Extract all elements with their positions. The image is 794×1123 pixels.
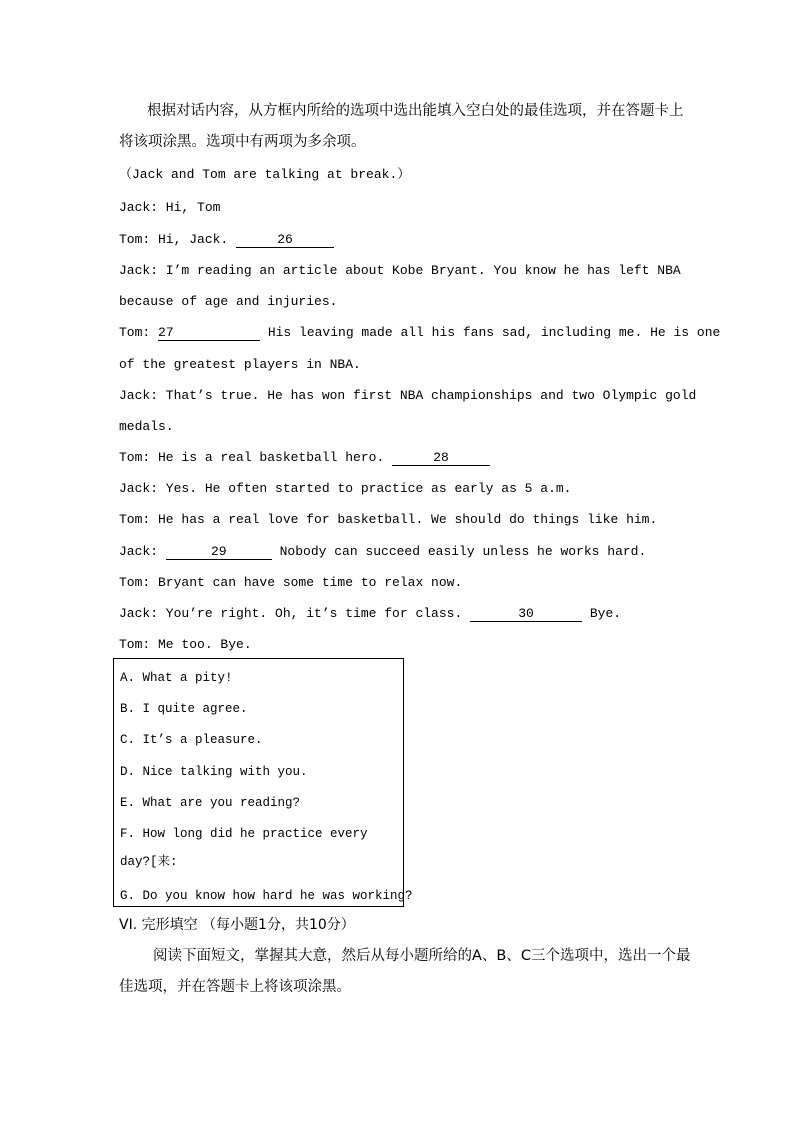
dialogue-line-11: [119, 606, 621, 622]
blank-30[interactable]: 30: [470, 607, 582, 622]
option-f-line-2[interactable]: day?[来:: [120, 855, 178, 869]
dialogue-line-9: [119, 544, 646, 560]
option-g[interactable]: G. Do you know how hard he was working?: [120, 889, 413, 903]
section-instructions-line-1: 阅读下面短文，掌握其大意，然后从每小题所给的A、B、C三个选项中，选出一个最: [153, 948, 691, 964]
dialogue-setting: （Jack and Tom are talking at break.）: [119, 167, 411, 182]
dialogue-line-2: [119, 232, 334, 248]
instructions-line-1: 根据对话内容，从方框内所给的选项中选出能填入空白处的最佳选项，并在答题卡上: [147, 103, 684, 119]
dialogue-line-3b: because of age and injuries.: [119, 294, 338, 309]
dialogue-line-11-post: Bye.: [582, 606, 622, 621]
dialogue-line-2-text: Tom: Hi, Jack.: [119, 232, 237, 247]
blank-29[interactable]: 29: [166, 545, 272, 560]
option-f-line-1[interactable]: F. How long did he practice every: [120, 827, 368, 841]
dialogue-line-11-pre: Jack: You’re right. Oh, it’s time for class.: [119, 606, 471, 621]
dialogue-line-12: Tom: Me too. Bye.: [119, 637, 252, 652]
dialogue-line-4b: of the greatest players in NBA.: [119, 357, 361, 372]
option-b[interactable]: B. I quite agree.: [120, 702, 248, 716]
blank-28[interactable]: 28: [392, 451, 490, 466]
section-instructions-line-2: 佳选项，并在答题卡上将该项涂黑。: [119, 979, 351, 995]
option-c[interactable]: C. It’s a pleasure.: [120, 733, 263, 747]
dialogue-line-7: Jack: Yes. He often started to practice as early as 5 a.m.: [119, 481, 572, 496]
section-heading: VI. 完形填空 （每小题1分，共10分）: [119, 917, 355, 933]
option-d[interactable]: D. Nice talking with you.: [120, 765, 308, 779]
dialogue-line-5b: medals.: [119, 419, 174, 434]
option-e[interactable]: E. What are you reading?: [120, 796, 301, 810]
dialogue-line-3a: Jack: I’m reading an article about Kobe Bryant. You know he has left NBA: [119, 263, 681, 278]
dialogue-line-4-post: His leaving made all his fans sad, including me. He is one: [260, 325, 721, 340]
dialogue-line-9-pre: Jack:: [119, 544, 166, 559]
option-a[interactable]: A. What a pity!: [120, 671, 233, 685]
dialogue-line-6: [119, 450, 490, 466]
dialogue-line-4-pre: Tom:: [119, 325, 159, 340]
instructions-line-2: 将该项涂黑。选项中有两项为多余项。: [119, 134, 366, 150]
options-box: [113, 658, 413, 907]
dialogue-line-8: Tom: He has a real love for basketball. We should do things like him.: [119, 512, 658, 527]
blank-26[interactable]: 26: [236, 233, 334, 248]
dialogue-line-10: Tom: Bryant can have some time to relax now.: [119, 575, 463, 590]
dialogue-line-1: Jack: Hi, Tom: [119, 200, 221, 215]
dialogue-line-6-text: Tom: He is a real basketball hero.: [119, 450, 393, 465]
dialogue-line-9-post: Nobody can succeed easily unless he works hard.: [271, 544, 647, 559]
blank-27[interactable]: 27: [158, 326, 260, 341]
dialogue-line-4: [119, 325, 721, 341]
dialogue-line-5a: Jack: That’s true. He has won first NBA championships and two Olympic gold: [119, 388, 697, 403]
